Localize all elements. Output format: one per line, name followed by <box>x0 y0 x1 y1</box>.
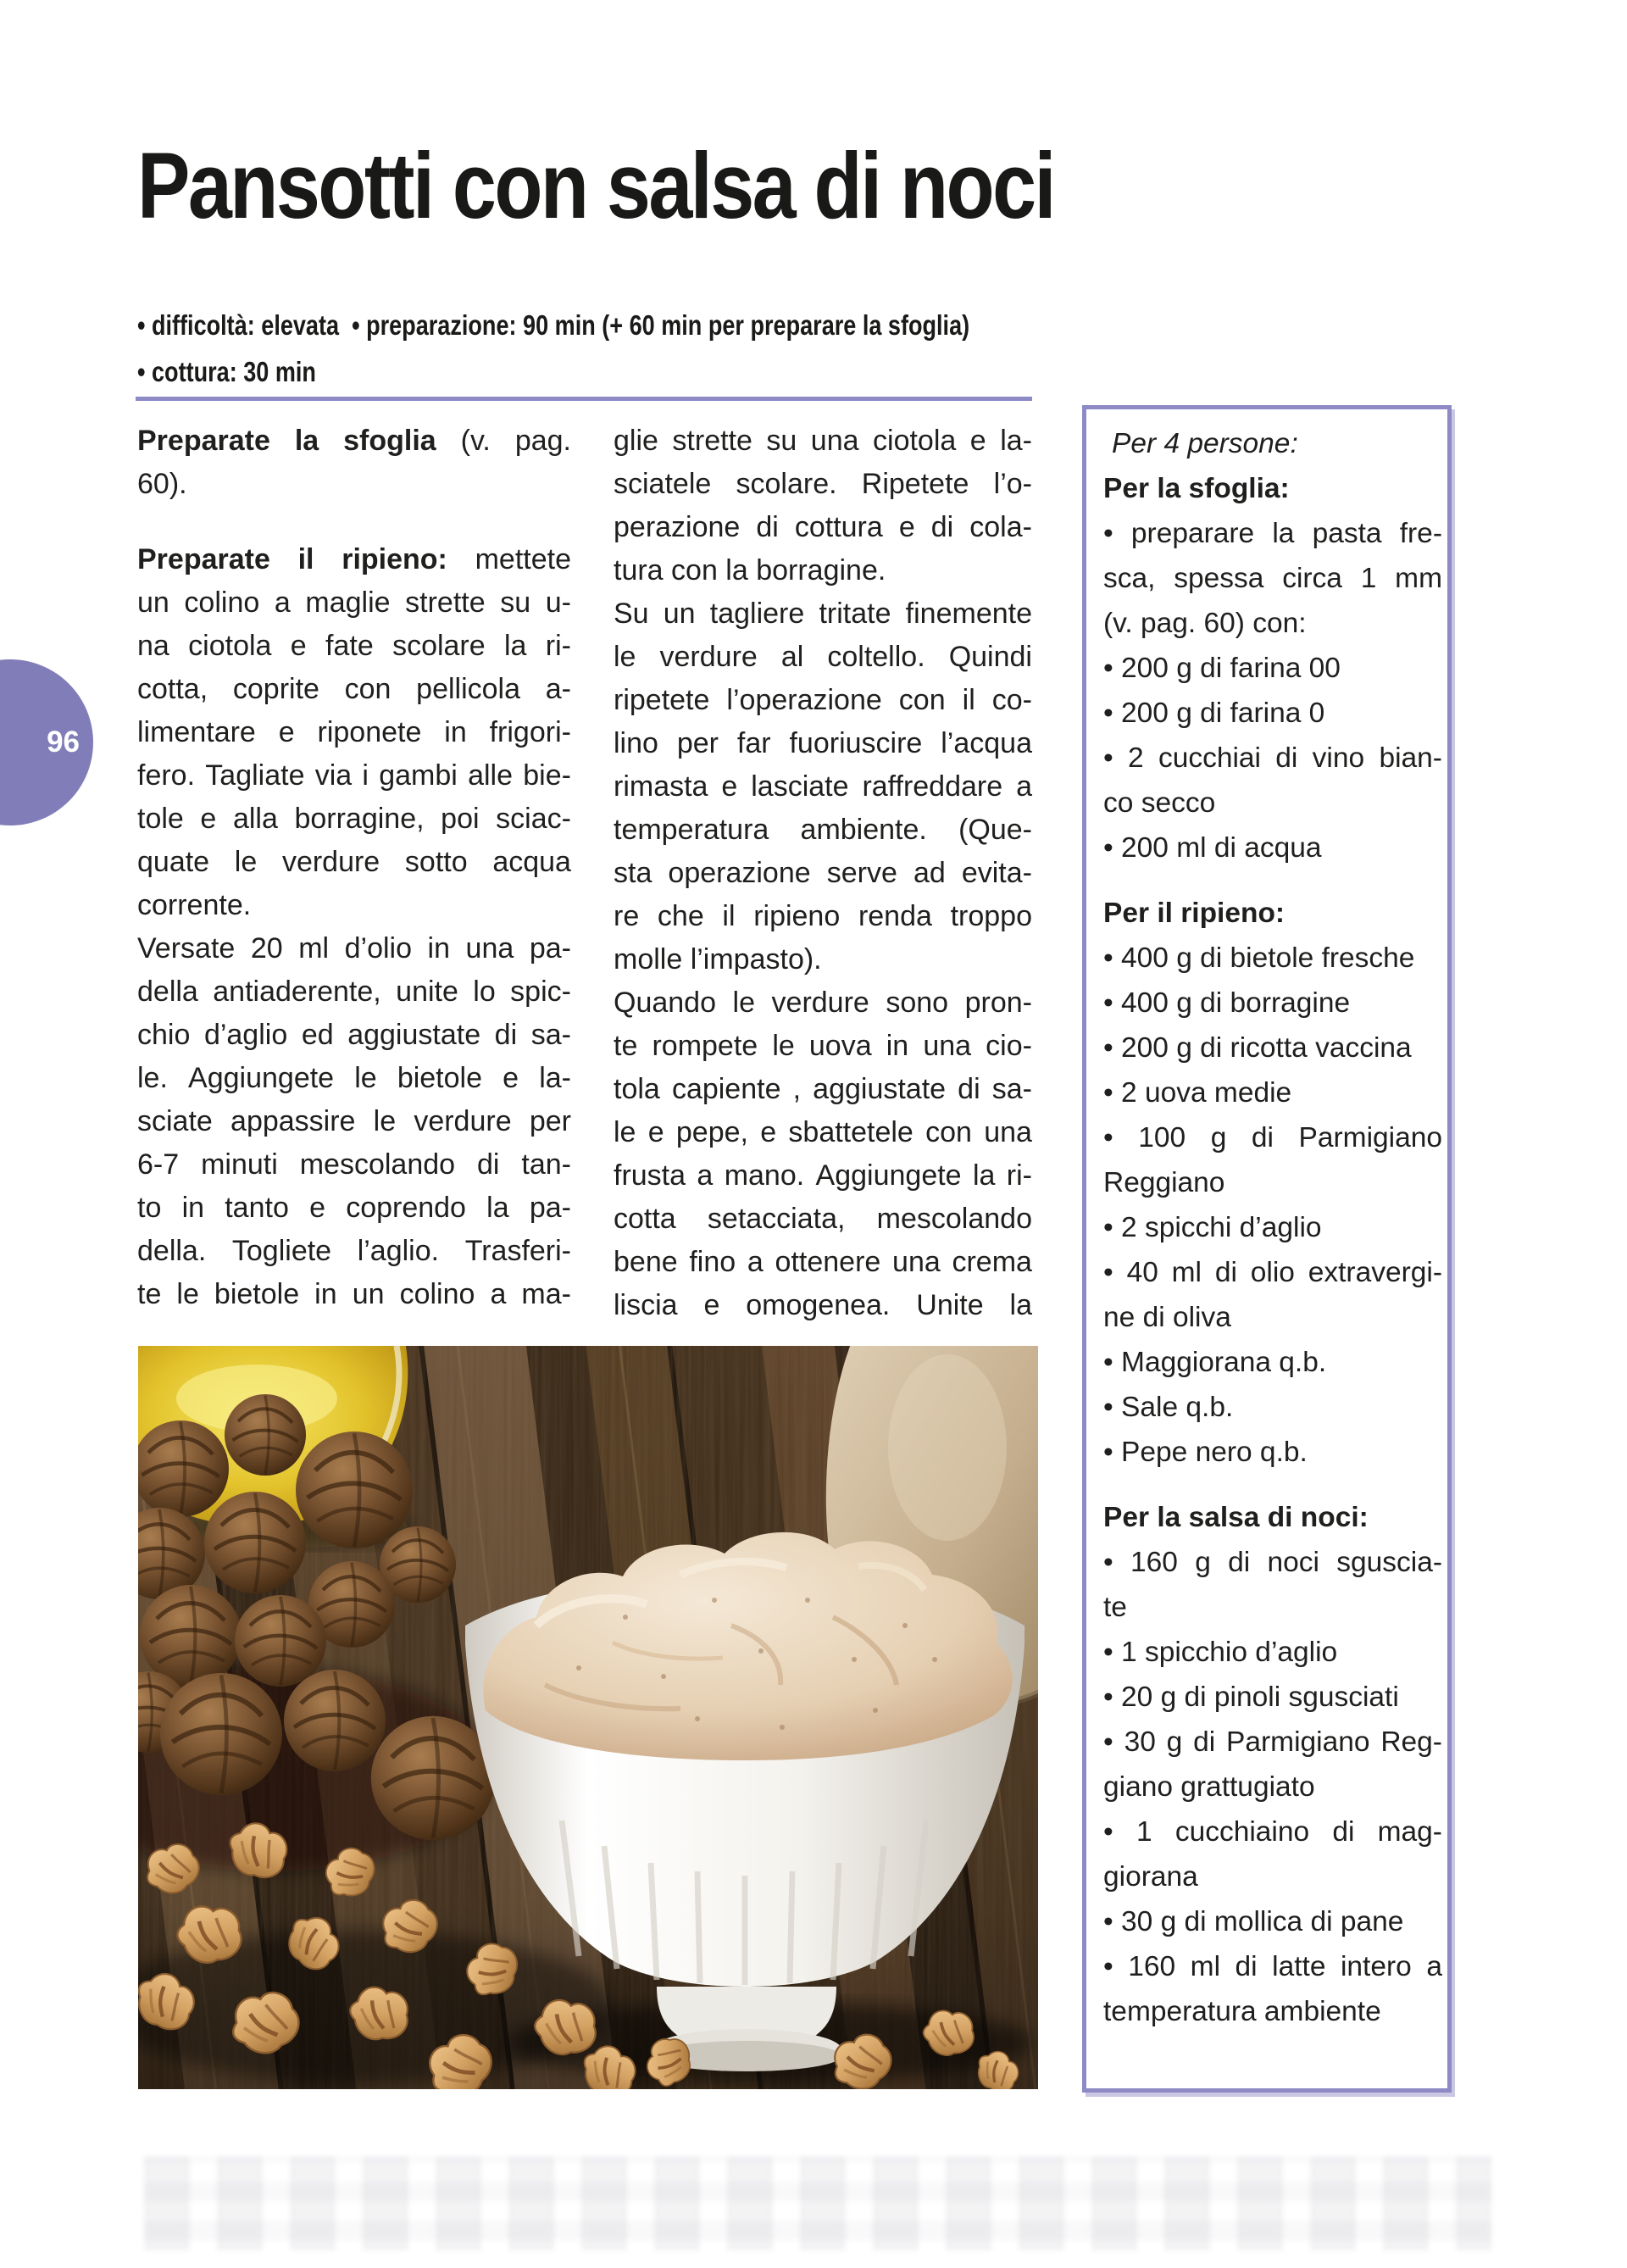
text-line: 6-7 minuti mescolando di tan- <box>137 1148 571 1181</box>
text-line: • 200 ml di acqua <box>1103 832 1322 864</box>
page-title: Pansotti con salsa di noci <box>137 134 1054 238</box>
text-line: Su un tagliere tritate finemente <box>614 598 1032 630</box>
walnut-shell <box>204 1492 306 1593</box>
text-line: to in tanto e coprendo la pa- <box>137 1192 571 1224</box>
text-line: fero. Tagliate via i gambi alle bie- <box>137 759 571 792</box>
recipe-meta <box>137 302 969 395</box>
text-line: le e pepe, e sbattetele con una <box>614 1116 1032 1148</box>
text-line: sciatele scolare. Ripetete l’o- <box>614 468 1032 500</box>
walnut-shell <box>140 1585 242 1687</box>
text-line: Per la sfoglia: <box>1103 473 1290 504</box>
text-line: • 1 cucchiaino di mag- <box>1103 1816 1442 1848</box>
text-line: te rompete le uova in una cio- <box>614 1030 1032 1062</box>
recipe-photo-art <box>138 1346 1038 2089</box>
text-line: cotta setacciata, mescolando <box>614 1203 1032 1235</box>
text-line: molle l’impasto). <box>614 943 822 976</box>
text-line: Quando le verdure sono pron- <box>614 987 1032 1019</box>
text-line: frusta a mano. Aggiungete la ri- <box>614 1159 1032 1192</box>
meta-line-cooking: • cottura: 30 min <box>137 356 316 387</box>
text-line: tole e alla borragine, poi sciac- <box>137 803 571 835</box>
text-line: lino per far fuoriuscire l’acqua <box>614 727 1032 759</box>
text-line: • Sale q.b. <box>1103 1392 1234 1423</box>
text-line: sca, spessa circa 1 mm <box>1103 563 1442 594</box>
page-number: 96 <box>47 725 80 759</box>
page-number-badge <box>0 659 93 825</box>
text-line: Preparate la sfoglia (v. pag. <box>137 425 571 457</box>
text-line: • 100 g di Parmigiano <box>1103 1122 1442 1153</box>
text-line: liscia e omogenea. Unite la <box>614 1289 1032 1321</box>
walnut-shell <box>160 1673 282 1795</box>
text-line: Preparate il ripieno: mettete <box>137 543 571 575</box>
text-line: le. Aggiungete le bietole e la- <box>137 1062 571 1094</box>
text-line: temperatura ambiente <box>1103 1996 1381 2027</box>
recipe-photo <box>138 1346 1038 2089</box>
text-line: • 2 spicchi d’aglio <box>1103 1212 1322 1243</box>
text-line: un colino a maglie strette su u- <box>137 586 571 619</box>
print-bleed-through <box>144 2157 1491 2250</box>
walnut-shell <box>284 1670 386 1771</box>
text-line: corrente. <box>137 889 252 921</box>
text-line: chio d’aglio ed aggiustate di sa- <box>137 1019 571 1051</box>
text-line: • 160 g di noci sguscia- <box>1103 1547 1442 1578</box>
walnut-shell <box>371 1716 495 1840</box>
text-line: giorana <box>1103 1861 1198 1893</box>
text-line: • 20 g di pinoli sgusciati <box>1103 1682 1399 1713</box>
text-line: • 200 g di farina 00 <box>1103 653 1341 684</box>
instructions-column-1 <box>137 420 571 1316</box>
text-line: sciate appassire le verdure per <box>137 1105 571 1137</box>
text-line: • 160 ml di latte intero a <box>1103 1951 1442 1982</box>
text-line: limentare e riponete in frigori- <box>137 716 571 748</box>
text-line: • Maggiorana q.b. <box>1103 1347 1327 1378</box>
text-line: • 40 ml di olio extravergi- <box>1103 1257 1442 1288</box>
text-line: 60). <box>137 468 187 500</box>
text-line: • 200 g di ricotta vaccina <box>1103 1032 1412 1064</box>
meta-line-difficulty: • difficoltà: elevata • preparazione: 90 min (+ 60 min per preparare la sfoglia) <box>137 309 970 341</box>
text-line: tura con la borragine. <box>614 554 886 586</box>
text-line: • 400 g di borragine <box>1103 987 1351 1019</box>
blank-line <box>137 506 571 538</box>
text-line: • Pepe nero q.b. <box>1103 1437 1308 1468</box>
text-line: giano grattugiato <box>1103 1771 1315 1803</box>
text-line: Per la salsa di noci: <box>1103 1502 1369 1533</box>
text-line: Versate 20 ml d’olio in una pa- <box>137 932 571 964</box>
text-line: te le bietole in un colino a ma- <box>137 1278 571 1310</box>
text-line: na ciotola e fate scolare la ri- <box>137 630 571 662</box>
text-line: te <box>1103 1592 1127 1623</box>
text-line: • 30 g di Parmigiano Reg- <box>1103 1726 1442 1758</box>
text-line: • 2 uova medie <box>1103 1077 1292 1109</box>
text-line: • 30 g di mollica di pane <box>1103 1906 1404 1937</box>
text-line: glie strette su una ciotola e la- <box>614 425 1032 457</box>
walnut-shell <box>296 1431 413 1548</box>
text-line: Per il ripieno: <box>1103 898 1285 929</box>
text-line: • preparare la pasta fre- <box>1103 518 1442 549</box>
text-line: perazione di cottura e di cola- <box>614 511 1032 543</box>
text-line: rimasta e lasciate raffreddare a <box>614 770 1032 803</box>
divider-rule <box>136 397 1032 401</box>
ingredients-box <box>1082 405 1452 2093</box>
text-line: ne di oliva <box>1103 1302 1231 1333</box>
text-line: (v. pag. 60) con: <box>1103 608 1307 639</box>
text-line: co secco <box>1103 787 1216 819</box>
walnut-shell <box>235 1595 326 1687</box>
text-line: • 1 spicchio d’aglio <box>1103 1637 1338 1668</box>
text-line: tola capiente , aggiustate di sa- <box>614 1073 1032 1105</box>
text-line: • 400 g di bietole fresche <box>1103 942 1415 974</box>
text-line: le verdure al coltello. Quindi <box>614 641 1032 673</box>
text-line: re che il ripieno renda troppo <box>614 900 1032 932</box>
instructions-column-2 <box>614 420 1032 1327</box>
text-line: sta operazione serve ad evita- <box>614 857 1032 889</box>
text-line: bene fino a ottenere una crema <box>614 1246 1032 1278</box>
text-line: • 2 cucchiai di vino bian- <box>1103 742 1442 774</box>
text-line: cotta, coprite con pellicola a- <box>137 673 571 705</box>
text-line: Per 4 persone: <box>1112 428 1298 459</box>
walnut-shell <box>225 1394 306 1476</box>
text-line: temperatura ambiente. (Que- <box>614 814 1032 846</box>
text-line: della antiaderente, unite lo spic- <box>137 976 571 1008</box>
text-line: • 200 g di farina 0 <box>1103 698 1325 729</box>
text-line: Reggiano <box>1103 1167 1225 1198</box>
text-line: quate le verdure sotto acqua <box>137 846 571 878</box>
text-line: ripetete l’operazione con il co- <box>614 684 1032 716</box>
text-line: della. Togliete l’aglio. Trasferi- <box>137 1235 571 1267</box>
